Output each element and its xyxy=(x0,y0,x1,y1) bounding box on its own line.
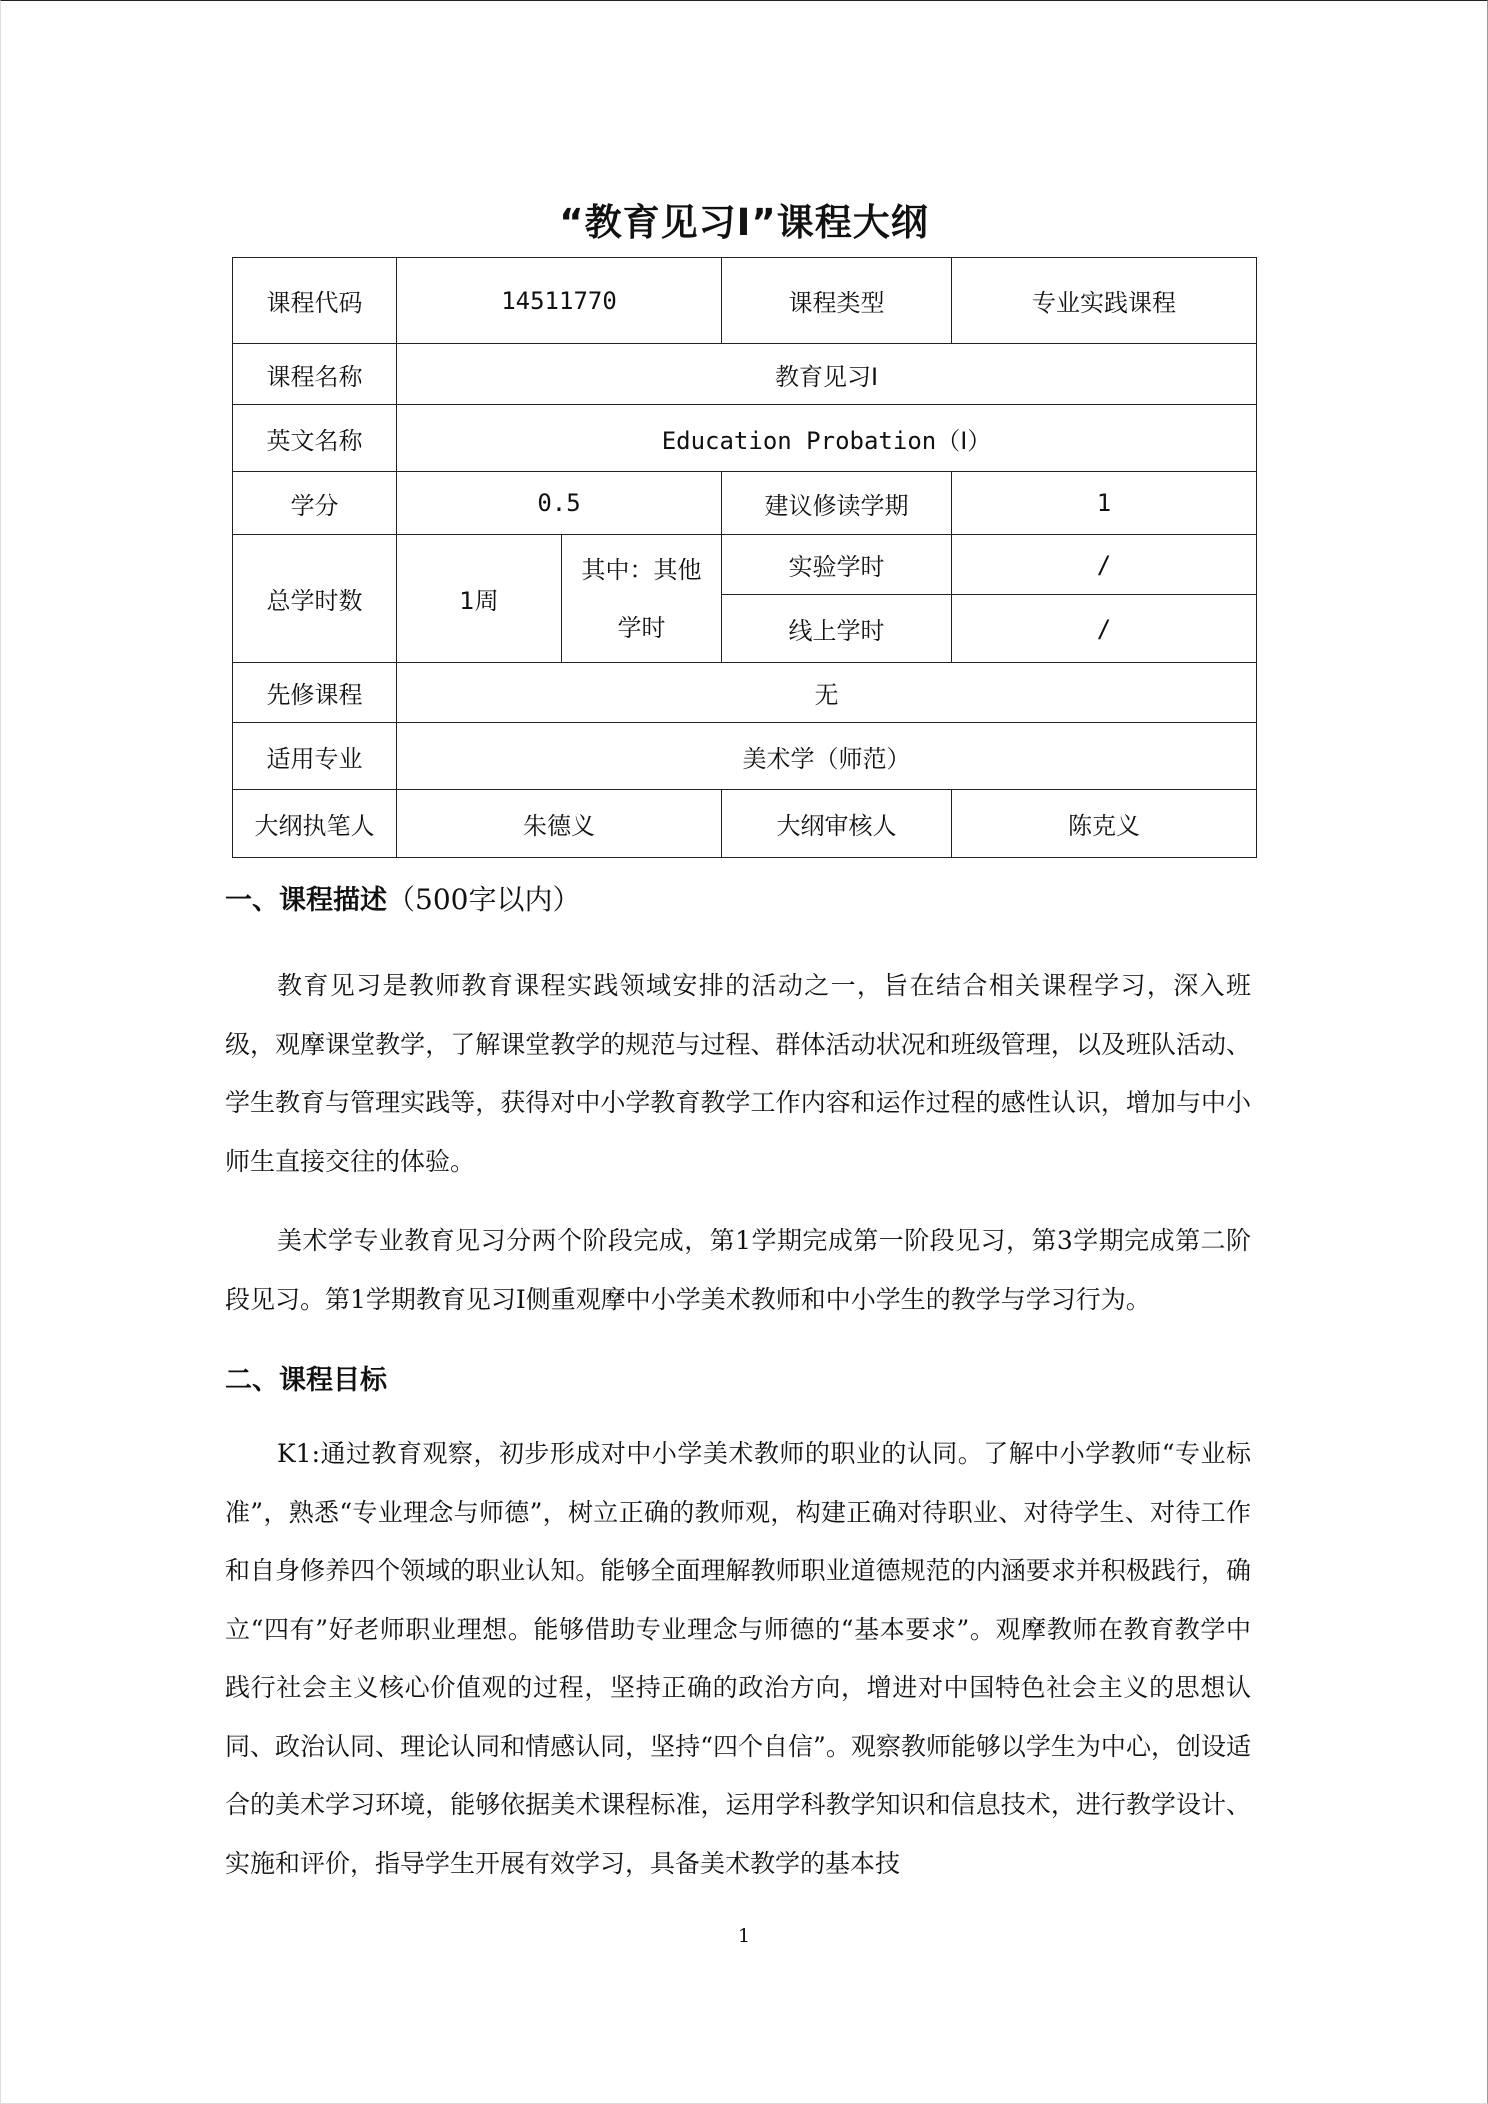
reviewer-label: 大纲审核人 xyxy=(722,790,952,858)
lab-hours-label: 实验学时 xyxy=(722,535,952,595)
course-type-value: 专业实践课程 xyxy=(952,258,1257,344)
online-hours-value: / xyxy=(952,595,1257,663)
table-row-english-name xyxy=(233,405,1257,472)
prerequisite-label: 先修课程 xyxy=(233,663,397,723)
total-hours-value: 1周 xyxy=(397,535,562,663)
other-hours-label-line2: 学时 xyxy=(617,613,666,642)
document-title: “教育见习Ⅰ”课程大纲 xyxy=(559,201,929,244)
table-row-name xyxy=(233,344,1257,405)
english-name-label: 英文名称 xyxy=(233,405,397,472)
course-type-label: 课程类型 xyxy=(722,258,952,344)
english-name-value: Education Probation（Ⅰ） xyxy=(397,405,1257,472)
credits-label: 学分 xyxy=(233,472,397,535)
section-description-title: 一、课程描述 xyxy=(225,885,387,916)
page-number: 1 xyxy=(737,1925,751,1947)
section-heading-objectives: 二、课程目标 xyxy=(225,1365,387,1396)
table-row-prerequisite xyxy=(233,663,1257,723)
credits-value: 0.5 xyxy=(397,472,722,535)
author-label: 大纲执笔人 xyxy=(233,790,397,858)
other-hours-label xyxy=(562,535,722,663)
online-hours-label: 线上学时 xyxy=(722,595,952,663)
course-info-table xyxy=(232,257,1257,858)
table-row-major xyxy=(233,723,1257,790)
course-name-label: 课程名称 xyxy=(233,344,397,405)
prerequisite-value: 无 xyxy=(397,663,1257,723)
other-hours-label-line1: 其中：其他 xyxy=(581,555,702,584)
section-heading-description xyxy=(225,878,580,918)
semester-label: 建议修读学期 xyxy=(722,472,952,535)
author-value: 朱德义 xyxy=(397,790,722,858)
table-row-code xyxy=(233,258,1257,344)
semester-value: 1 xyxy=(952,472,1257,535)
major-value: 美术学（师范） xyxy=(397,723,1257,790)
reviewer-value: 陈克义 xyxy=(952,790,1257,858)
course-code-label: 课程代码 xyxy=(233,258,397,344)
major-label: 适用专业 xyxy=(233,723,397,790)
description-paragraph-1: 教育见习是教师教育课程实践领域安排的活动之一，旨在结合相关课程学习，深入班级，观摩课堂教学，了解课堂教学的规范与过程、群体活动状况和班级管理，以及班队活动、学生教育与管理实践等，获得对中小学教育教学工作内容和运作过程的感性认识，增加与中小师生直接交往的体验。 xyxy=(225,971,1251,1176)
table-row-hours-lab xyxy=(233,535,1257,595)
description-paragraph-2: 美术学专业教育见习分两个阶段完成，第1学期完成第一阶段见习，第3学期完成第二阶段见习。第1学期教育见习Ⅰ侧重观摩中小学美术教师和中小学生的教学与学习行为。 xyxy=(225,1226,1251,1314)
course-code-value: 14511770 xyxy=(397,258,722,344)
course-name-value: 教育见习Ⅰ xyxy=(397,344,1257,405)
section-description-note: （500字以内） xyxy=(387,883,581,916)
table-row-authors xyxy=(233,790,1257,858)
total-hours-label: 总学时数 xyxy=(233,535,397,663)
table-row-credits xyxy=(233,472,1257,535)
lab-hours-value: / xyxy=(952,535,1257,595)
objectives-paragraph-k1: K1:通过教育观察，初步形成对中小学美术教师的职业的认同。了解中小学教师“专业标准”，熟悉“专业理念与师德”，树立正确的教师观，构建正确对待职业、对待学生、对待工作和自身修养四个领域的职业认知。能够全面理解教师职业道德规范的内涵要求并积极践行，确立“四有”好老师职业理想。能够借助专业理念与师德的“基本要求”。观摩教师在教育教学中践行社会主义核心价值观的过程，坚持正确的政治方向，增进对中国特色社会主义的思想认同、政治认同、理论认同和情感认同，坚持“四个自信”。观察教师能够以学生为中心，创设适合的美术学习环境，能够依据美术课程标准，运用学科教学知识和信息技术，进行教学设计、实施和评价，指导学生开展有效学习，具备美术教学的基本技 xyxy=(225,1439,1251,1878)
